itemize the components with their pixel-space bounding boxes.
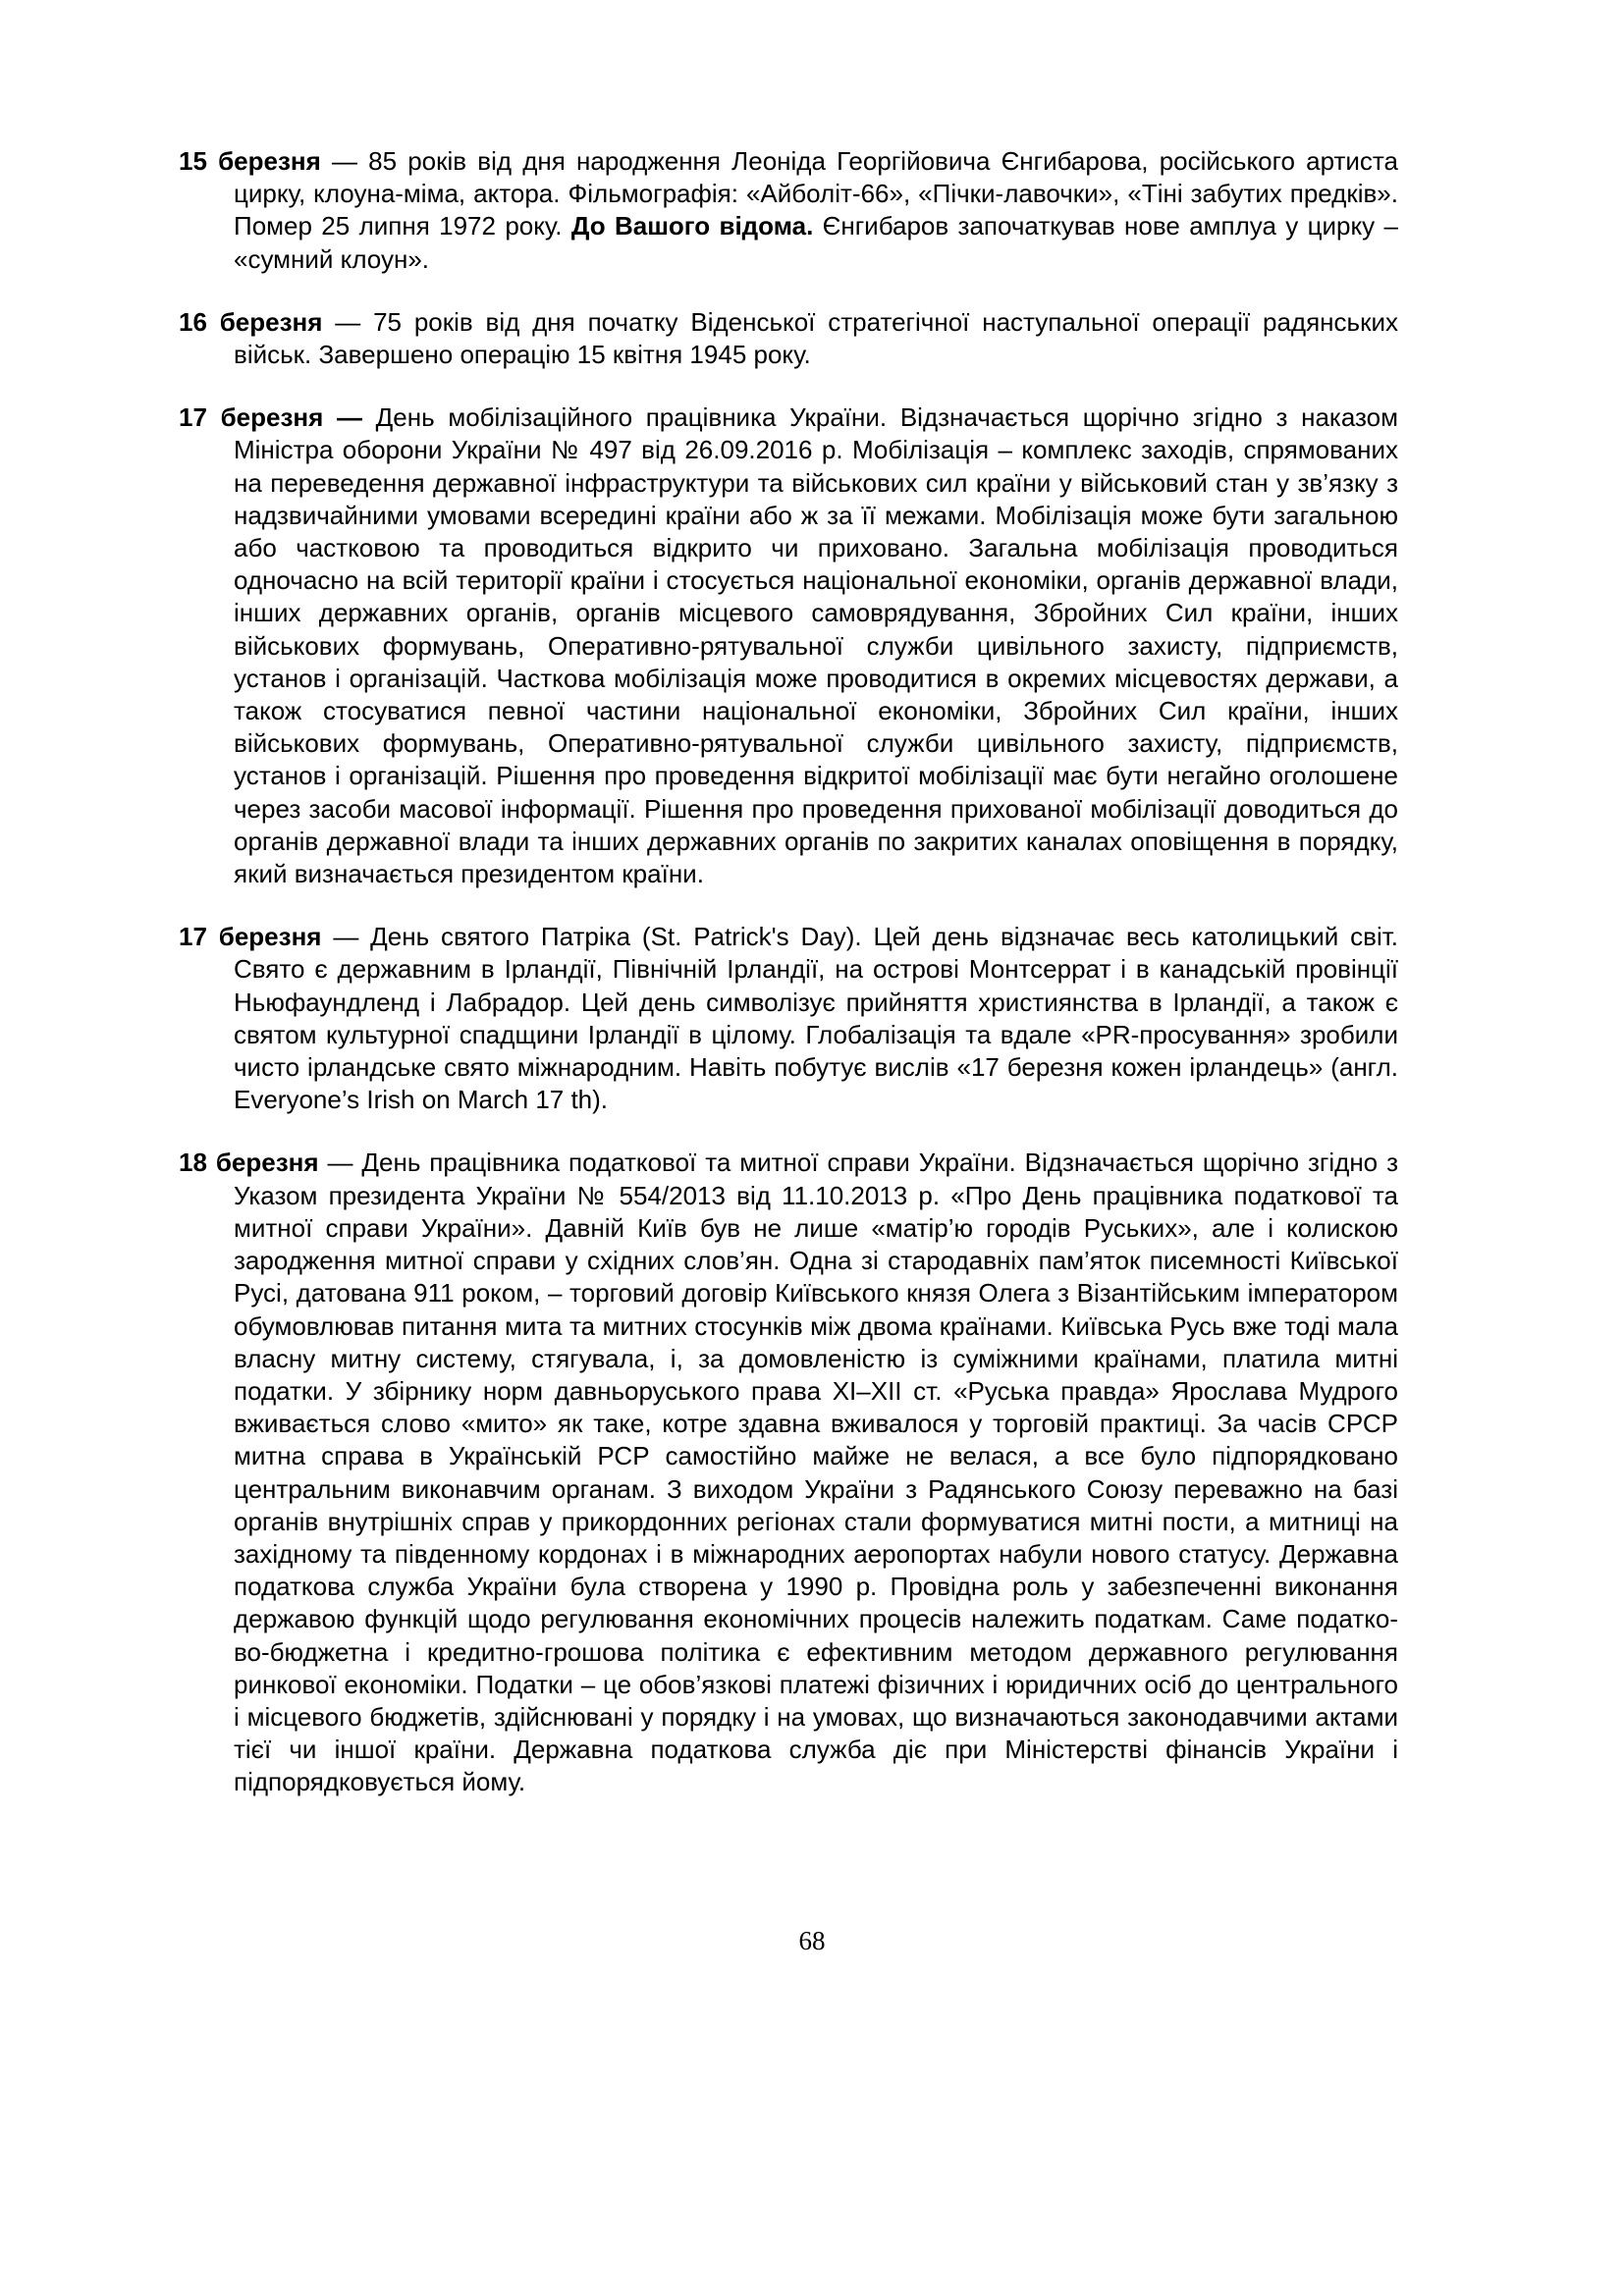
entry-note-text: Єнгибаров започаткував нове амплуа у цирку – «сумний клоун». — [234, 211, 1398, 274]
calendar-entry-18-march — [179, 1147, 1398, 1798]
calendar-entry-16-march — [179, 306, 1398, 371]
entry-note-label: До Вашого відома. — [570, 211, 814, 241]
entry-date: 15 березня — [179, 146, 321, 176]
page-number: 68 — [798, 1926, 826, 1955]
calendar-entry-17-march-st-patrick — [179, 921, 1398, 1116]
calendar-entry-17-march-mobilization — [179, 401, 1398, 890]
entry-date: 16 березня — [179, 306, 323, 337]
entry-date: 18 березня — [179, 1148, 319, 1178]
entry-text: — День святого Патріка (St. Patrick's Day). Цей день відзначає весь католицький світ. Свято є державним в Ірландії, Північній Ірландії, на острові Монтсеррат і в канадській провінції Ньюфаундленд і Лабрадор. Цей день символізує прийняття християнства в Ірландії, а також є святом культурної спадщини Ірландії в цілому. Глобалізація та вдале «PR-просування» зробили чисто ірландське свято міжнародним. Навіть побутує вислів «17 березня кожен ірландець» (англ. Everyone’s Irish on March 17 th). — [234, 922, 1398, 1115]
calendar-entry-15-march — [179, 145, 1398, 276]
entry-text: — День працівника податкової та митної справи України. Відзначається щорічно згідно з Указом президента України № 554/2013 від 11.10.2013 р. «Про День працівника податкової та митної справи України». Давній Київ був не лише «матір’ю городів Руських», але і колискою зародження митної справи у східних слов’ян. Одна зі стародавніх пам’яток писемності Київської Русі, датована 911 роком, – торговий договір Київського князя Олега з Візантійським імператором обумовлював питання мита та митних стосунків між двома країнами. Київська Русь вже тоді мала власну митну систему, стягувала, і, за домовленістю із суміжними країнами, платила митні податки. У збірнику норм давньоруського права XI–XII ст. «Руська правда» Ярослава Мудрого вживається слово «мито» як таке, котре здавна вживалося у торговій практиці. За часів СРСР митна справа в Українській РСР самостійно майже не велася, а все було підпорядковано центральним виконавчим органам. З виходом України з Радянського Союзу переважно на базі органів внутрішніх справ у прикордонних регіонах стали формуватися митні пости, а митниці на західному та південному кордонах і в міжнародних аеропортах набули нового статусу. Державна податкова служба України була створена у 1990 р. Провідна роль у забезпеченні виконання державою функцій щодо регулювання економічних процесів належить податкам. Саме податково-бюджетна і кредитно-грошова політика є ефективним методом державного регулювання ринкової економіки. Податки – це обов’язкові платежі фізичних і юридичних осіб до центрального і місцевого бюджетів, здійснювані у порядку і на умовах, що визначаються законодавчими актами тієї чи іншої країни. Державна податкова служба діє при Міністерстві фінансів України і підпорядковується йому. — [234, 1148, 1398, 1797]
entry-date: 17 березня — — [179, 402, 362, 433]
entry-text: — 85 років від дня народження Леоніда Георгійовича Єнгибарова, російського артиста цирку, клоуна-міма, актора. Фільмографія: «Айболіт-66», «Пічки-лавочки», «Тіні забутих предків». Помер 25 липня 1972 року. — [234, 146, 1398, 241]
entry-text: День мобілізаційного працівника України. Відзначається щорічно згідно з наказом Міністра оборони України № 497 від 26.09.2016 р. Мобілізація – комплекс заходів, спрямованих на переведення державної інфраструктури та військових сил країни у військовий стан у зв’язку з надзвичайними умовами всередині країни або ж за її межами. Мобілізація може бути загальною або частковою та проводиться відкрито чи приховано. Загальна мобілізація проводиться одночасно на всій території країни і стосується національної економіки, органів державної влади, інших державних органів, органів місцевого самоврядування, Збройних Сил країни, інших військових формувань, Оперативно-рятувальної служби цивільного захисту, підприємств, установ і організацій. Часткова мобілізація може проводитися в окремих місцевостях держави, а також стосуватися певної частини національної економіки, Збройних Сил країни, інших військових формувань, Оперативно-рятувальної служби цивільного захисту, підприємств, установ і організацій. Рішення про проведення відкритої мобілізації має бути негайно оголошене через засоби масової інформації. Рішення про проведення прихованої мобілізації доводиться до органів державної влади та інших державних органів по закритих каналах оповіщення в порядку, який визначається президентом країни. — [234, 402, 1398, 889]
entry-text: — 75 років від дня початку Віденської стратегічної наступальної операції радянських військ. Завершено операцію 15 квітня 1945 року. — [234, 306, 1398, 370]
page-content — [179, 145, 1398, 1830]
entry-date: 17 березня — [179, 922, 322, 952]
